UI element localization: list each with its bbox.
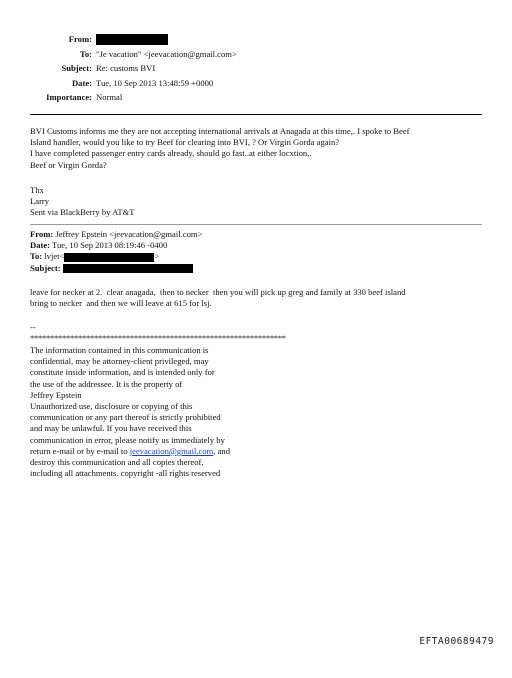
quoted-to-row <box>30 251 490 262</box>
disclaimer-line: and may be unlawful. If you have received this <box>30 423 192 434</box>
signature-separator <box>30 322 490 344</box>
importance-value: Normal <box>96 92 123 103</box>
document-id: EFTA00689479 <box>419 636 494 647</box>
header-subject-row <box>20 61 237 76</box>
link-prefix: return e-mail or by e-mail to <box>30 445 130 456</box>
signoff-line: Thx <box>30 185 44 195</box>
to-value: "Je vacation" <jeevacation@gmail.com> <box>96 48 237 59</box>
disclaimer-line: destroy this communication and all copies thereof, <box>30 457 204 468</box>
signoff-line: Sent via BlackBerry by AT&T <box>30 207 135 218</box>
quoted-body <box>30 287 490 309</box>
subject-label: Subject: <box>61 63 92 74</box>
date-label: Date: <box>71 77 92 88</box>
header-divider <box>30 114 482 115</box>
disclaimer-line: The information contained in this communication is <box>30 345 209 355</box>
disclaimer-line: communication or any part thereof is strictly prohibited <box>30 412 221 423</box>
redaction-box <box>64 253 154 262</box>
body-line: Island handler, would you like to try Beef for clearing into BVI, ? Or Virgin Gorda again? <box>30 137 340 148</box>
quoted-from-label: From: <box>30 229 54 239</box>
quoted-to-suffix: > <box>154 251 160 262</box>
link-suffix: , and <box>213 445 231 456</box>
body-line: Beef or Virgin Gorda? <box>30 159 107 170</box>
from-label: From: <box>68 34 92 44</box>
quoted-date-value: Tue, 10 Sep 2013 08:19:46 -0400 <box>52 240 168 251</box>
quoted-subject-label: Subject: <box>30 262 61 273</box>
disclaimer-line: Unauthorized use, disclosure or copying of this <box>30 401 193 412</box>
quoted-header <box>30 229 490 274</box>
quoted-to-prefix: lvjet< <box>44 251 65 262</box>
email-link[interactable]: jeevacation@gmail.com <box>129 445 214 456</box>
body-line: BVI Customs informs me they are not accepting international arrivals at Anagada at this time,. I spoke to Beef <box>30 126 410 136</box>
to-label: To: <box>79 48 92 59</box>
body-line: I have completed passenger entry cards already, should go fast..at either locxtion,. <box>30 148 312 159</box>
quoted-from-row <box>30 229 490 240</box>
header-to-row <box>20 47 237 62</box>
quoted-body-line: leave for necker at 2. clear anagada, then to necker then you will pick up greg and family at 330 beef island <box>30 287 406 297</box>
disclaimer <box>30 345 490 479</box>
quoted-body-line: bring to necker and then we will leave at 615 for lsj. <box>30 298 212 309</box>
quoted-subject-row <box>30 263 490 274</box>
disclaimer-line: constitute inside information, and is intended only for <box>30 367 215 378</box>
redaction-box <box>63 264 193 273</box>
stars-line: **************************************************************** <box>30 333 286 344</box>
disclaimer-line: confidential, may be attorney-client privileged, may <box>30 356 209 367</box>
email-header <box>20 32 237 105</box>
signoff-line: Larry <box>30 196 50 207</box>
disclaimer-link-line <box>30 446 490 457</box>
disclaimer-line: communication in error, please notify us immediately by <box>30 434 225 445</box>
quoted-to-label: To: <box>30 251 43 262</box>
importance-label: Importance: <box>46 92 92 103</box>
quoted-date-row <box>30 240 490 251</box>
redaction-box <box>96 34 168 45</box>
message-body <box>30 126 490 171</box>
disclaimer-line: including all attachments. copyright -all rights reserved <box>30 468 221 479</box>
header-from-row <box>20 32 237 47</box>
header-importance-row <box>20 90 237 105</box>
header-date-row <box>20 76 237 91</box>
disclaimer-line: the use of the addressee. It is the property of <box>30 378 183 389</box>
quoted-from-value: Jeffrey Epstein <jeevacation@gmail.com> <box>55 229 203 239</box>
subject-value: Re: customs BVI <box>96 63 156 74</box>
message-signoff <box>30 185 490 219</box>
quoted-date-label: Date: <box>30 240 51 251</box>
quote-divider <box>30 224 482 225</box>
dashes: -- <box>30 322 36 332</box>
date-value: Tue, 10 Sep 2013 13:48:59 +0000 <box>96 77 214 88</box>
disclaimer-line: Jeffrey Epstein <box>30 389 82 400</box>
